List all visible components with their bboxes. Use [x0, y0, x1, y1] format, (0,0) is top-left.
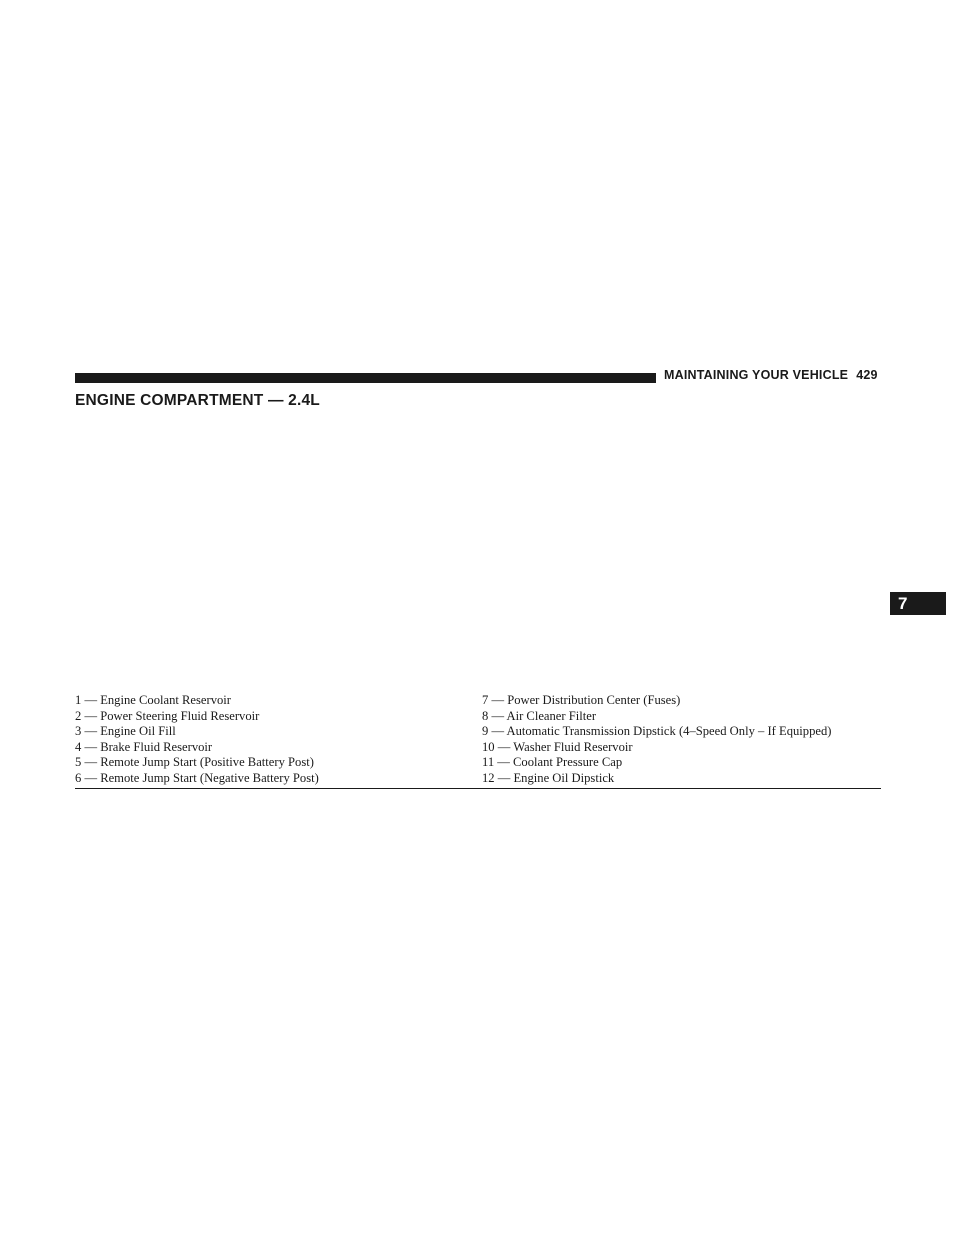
legend-bottom-rule — [75, 788, 881, 789]
header-rule-bar — [75, 373, 656, 383]
header-section-title: MAINTAINING YOUR VEHICLE — [664, 368, 849, 382]
legend-item: 3 — Engine Oil Fill — [75, 724, 176, 738]
chapter-tab: 7 — [890, 592, 946, 615]
legend-item: 10 — Washer Fluid Reservoir — [482, 739, 633, 754]
running-header — [664, 368, 878, 382]
legend-item: 9 — Automatic Transmission Dipstick (4–Speed Only – If Equipped) — [482, 724, 832, 738]
legend-item: 5 — Remote Jump Start (Positive Battery Post) — [75, 755, 314, 769]
legend-item: 2 — Power Steering Fluid Reservoir — [75, 708, 260, 723]
legend-item: 12 — Engine Oil Dipstick — [482, 770, 615, 785]
legend-item: 1 — Engine Coolant Reservoir — [75, 693, 231, 707]
section-title: ENGINE COMPARTMENT — 2.4L — [75, 392, 320, 409]
legend-right-column — [482, 693, 831, 786]
page-number: 429 — [856, 368, 878, 382]
legend-left-column — [75, 693, 319, 786]
legend-item: 11 — Coolant Pressure Cap — [482, 755, 623, 769]
legend-item: 6 — Remote Jump Start (Negative Battery Post) — [75, 770, 319, 785]
legend-item: 8 — Air Cleaner Filter — [482, 708, 597, 723]
legend-item: 4 — Brake Fluid Reservoir — [75, 739, 213, 754]
legend-item: 7 — Power Distribution Center (Fuses) — [482, 693, 681, 707]
